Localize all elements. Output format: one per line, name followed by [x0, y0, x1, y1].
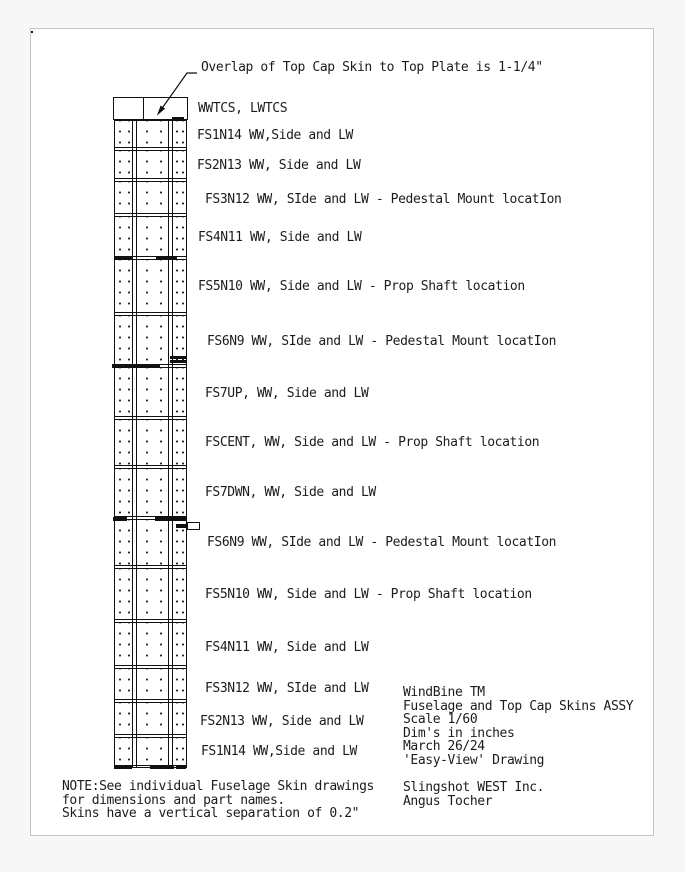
skin-label: WWTCS, LWTCS [198, 101, 288, 116]
tab-box [187, 522, 200, 530]
leader-arrow [140, 60, 210, 122]
skin-label: FS7UP, WW, Side and LW [205, 386, 369, 401]
skin-label: FS5N10 WW, Side and LW - Prop Shaft location [198, 279, 525, 294]
skin-segment [115, 419, 186, 466]
datum-mark [170, 356, 186, 359]
stringer-strip [168, 120, 173, 767]
datum-mark [156, 256, 177, 260]
datum-mark [150, 765, 174, 769]
title-block-line: March 26/24 [403, 739, 485, 755]
note-line: NOTE:See individual Fuselage Skin drawings [62, 779, 374, 794]
skin-label: FS3N12 WW, SIde and LW - Pedestal Mount locatIon [205, 192, 562, 207]
skin-label: FS3N12 WW, SIde and LW [205, 681, 369, 696]
skin-label: FS1N14 WW,Side and LW [197, 128, 353, 143]
skin-segment [115, 702, 186, 735]
skin-segment [115, 622, 186, 666]
datum-mark [114, 765, 132, 769]
skin-segment [115, 737, 186, 766]
skin-segment [115, 668, 186, 700]
skin-segment [115, 150, 186, 179]
datum-mark [113, 517, 127, 521]
overlap-callout-text: Overlap of Top Cap Skin to Top Plate is 1-1/4" [201, 60, 543, 75]
skin-segment [115, 568, 186, 620]
datum-mark [176, 765, 186, 769]
ladder [114, 120, 187, 768]
skin-label: FS6N9 WW, SIde and LW - Pedestal Mount locatIon [207, 334, 557, 349]
skin-label: FS1N14 WW,Side and LW [201, 744, 357, 759]
title-block-line: Dim's in inches [403, 725, 515, 741]
skin-label: FS7DWN, WW, Side and LW [205, 485, 376, 500]
skin-label: FS6N9 WW, SIde and LW - Pedestal Mount locatIon [207, 535, 557, 550]
company-line: Angus Tocher [403, 793, 493, 809]
title-block-line: Fuselage and Top Cap Skins ASSY [403, 698, 634, 714]
title-block-line: WindBine TM [403, 685, 485, 700]
skin-label: FS5N10 WW, Side and LW - Prop Shaft location [205, 587, 532, 602]
datum-mark [155, 517, 177, 521]
datum-mark [31, 31, 33, 33]
skin-label: FS2N13 WW, Side and LW [200, 714, 364, 729]
skin-label: FS4N11 WW, Side and LW [205, 640, 369, 655]
datum-mark [172, 117, 184, 120]
skin-segment [115, 120, 186, 148]
skin-label: FSCENT, WW, Side and LW - Prop Shaft location [205, 435, 540, 450]
stringer-strip [132, 120, 137, 767]
datum-mark [114, 256, 133, 260]
title-block-line: 'Easy-View' Drawing [403, 753, 545, 768]
skin-label: FS2N13 WW, Side and LW [197, 158, 361, 173]
note-line: Skins have a vertical separation of 0.2" [62, 806, 360, 821]
note-line: for dimensions and part names. [62, 792, 285, 808]
skin-segment [115, 259, 186, 313]
datum-mark [170, 360, 186, 363]
company-line: Slingshot WEST Inc. [403, 780, 545, 795]
skin-segment [115, 468, 186, 517]
datum-mark [112, 364, 160, 368]
skin-segment [115, 367, 186, 417]
skin-segment [115, 181, 186, 214]
skin-segment [115, 216, 186, 257]
title-block-line: Scale 1/60 [403, 712, 478, 728]
datum-mark [177, 517, 187, 521]
skin-label: FS4N11 WW, Side and LW [198, 230, 362, 245]
